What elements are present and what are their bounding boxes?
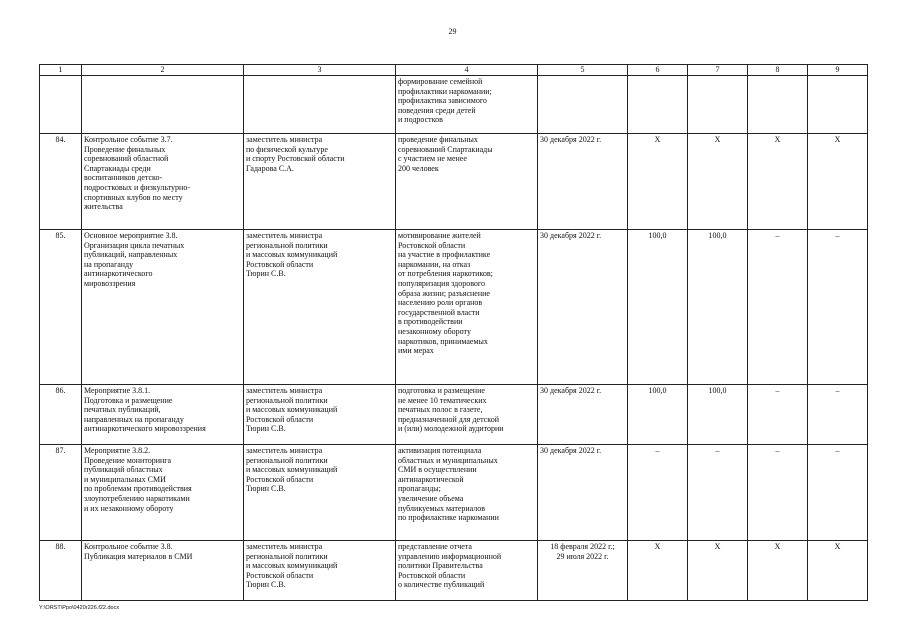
expected-result: проведение финальных соревнований Спартакиады с участием не менее 200 человек bbox=[396, 134, 538, 230]
row-number: 88. bbox=[40, 541, 82, 601]
col-header-6: 6 bbox=[628, 65, 688, 76]
col-header-4: 4 bbox=[396, 65, 538, 76]
col8-value: – bbox=[748, 445, 808, 541]
col7-value: 100,0 bbox=[688, 230, 748, 385]
expected-result: мотивирование жителей Ростовской области на участие в профилактике наркомании, на отказ от потребления наркотиков; популяризация здорового образа жизни; разъяснение населению роли органов государственной власти в противодействии незаконному обороту наркотиков, принимаемых ими мерах bbox=[396, 230, 538, 385]
col7-value: 100,0 bbox=[688, 385, 748, 445]
col-header-8: 8 bbox=[748, 65, 808, 76]
deadline: 30 декабря 2022 г. bbox=[538, 385, 628, 445]
expected-result: подготовка и размещение не менее 10 тематических печатных полос в газете, предназначенной для детской и (или) молодежной аудитории bbox=[396, 385, 538, 445]
col8-value: – bbox=[748, 385, 808, 445]
table-row bbox=[40, 541, 868, 601]
responsible-person: заместитель министра региональной политики и массовых коммуникаций Ростовской области Тюрин С.В. bbox=[244, 385, 396, 445]
col6-value: – bbox=[628, 445, 688, 541]
col7-value bbox=[688, 76, 748, 134]
col6-value: 100,0 bbox=[628, 385, 688, 445]
table-row bbox=[40, 76, 868, 134]
table-row bbox=[40, 134, 868, 230]
col-header-5: 5 bbox=[538, 65, 628, 76]
col9-value: – bbox=[808, 445, 868, 541]
document-file-path: Y:\ORST\Ppo\0420r226.f22.docx bbox=[39, 605, 120, 611]
measure-name: Мероприятие 3.8.2. Проведение мониторинга публикаций областных и муниципальных СМИ по проблемам противодействия злоупотреблению наркотиками и их незаконному обороту bbox=[82, 445, 244, 541]
col9-value: – bbox=[808, 230, 868, 385]
row-number: 87. bbox=[40, 445, 82, 541]
col-header-9: 9 bbox=[808, 65, 868, 76]
col8-value bbox=[748, 76, 808, 134]
col-header-7: 7 bbox=[688, 65, 748, 76]
header-row bbox=[40, 65, 868, 76]
row-number: 86. bbox=[40, 385, 82, 445]
col6-value: X bbox=[628, 134, 688, 230]
measure-name: Контрольное событие 3.7. Проведение финальных соревнований областной Спартакиады среди воспитанников детско- подростковых и физкультурно- спортивных клубов по месту жительства bbox=[82, 134, 244, 230]
responsible-person: заместитель министра региональной политики и массовых коммуникаций Ростовской области Тюрин С.В. bbox=[244, 541, 396, 601]
deadline bbox=[538, 76, 628, 134]
table-row bbox=[40, 385, 868, 445]
table-row bbox=[40, 445, 868, 541]
col7-value: X bbox=[688, 541, 748, 601]
measure-name: Основное мероприятие 3.8. Организация цикла печатных публикаций, направленных на пропаганду антинаркотического мировоззрения bbox=[82, 230, 244, 385]
table-row bbox=[40, 230, 868, 385]
measures-table bbox=[39, 64, 868, 601]
col8-value: – bbox=[748, 230, 808, 385]
col-header-2: 2 bbox=[82, 65, 244, 76]
page-number: 29 bbox=[448, 27, 457, 36]
responsible-person: заместитель министра по физической культуре и спорту Ростовской области Гадарова С.А. bbox=[244, 134, 396, 230]
responsible-person bbox=[244, 76, 396, 134]
deadline: 30 декабря 2022 г. bbox=[538, 134, 628, 230]
col9-value: X bbox=[808, 134, 868, 230]
responsible-person: заместитель министра региональной политики и массовых коммуникаций Ростовской области Тюрин С.В. bbox=[244, 230, 396, 385]
col7-value: – bbox=[688, 445, 748, 541]
col9-value: – bbox=[808, 385, 868, 445]
col6-value: 100,0 bbox=[628, 230, 688, 385]
col6-value bbox=[628, 76, 688, 134]
col-header-1: 1 bbox=[40, 65, 82, 76]
row-number bbox=[40, 76, 82, 134]
expected-result: формирование семейной профилактики наркомании; профилактика зависимого поведения среди детей и подростков bbox=[396, 76, 538, 134]
col7-value: X bbox=[688, 134, 748, 230]
col9-value: X bbox=[808, 541, 868, 601]
col6-value: X bbox=[628, 541, 688, 601]
col8-value: X bbox=[748, 134, 808, 230]
deadline: 30 декабря 2022 г. bbox=[538, 445, 628, 541]
deadline: 30 декабря 2022 г. bbox=[538, 230, 628, 385]
responsible-person: заместитель министра региональной политики и массовых коммуникаций Ростовской области Тюрин С.В. bbox=[244, 445, 396, 541]
expected-result: активизация потенциала областных и муниципальных СМИ в осуществлении антинаркотической пропаганды; увеличение объема публикуемых материалов по профилактике наркомании bbox=[396, 445, 538, 541]
measure-name: Контрольное событие 3.8. Публикация материалов в СМИ bbox=[82, 541, 244, 601]
measure-name bbox=[82, 76, 244, 134]
col-header-3: 3 bbox=[244, 65, 396, 76]
row-number: 85. bbox=[40, 230, 82, 385]
row-number: 84. bbox=[40, 134, 82, 230]
col9-value bbox=[808, 76, 868, 134]
col8-value: X bbox=[748, 541, 808, 601]
measure-name: Мероприятие 3.8.1. Подготовка и размещение печатных публикаций, направленных на пропаганду антинаркотического мировоззрения bbox=[82, 385, 244, 445]
deadline: 18 февраля 2022 г.; 29 июля 2022 г. bbox=[538, 541, 628, 601]
expected-result: представление отчета управлению информационной политики Правительства Ростовской области о количестве публикаций bbox=[396, 541, 538, 601]
